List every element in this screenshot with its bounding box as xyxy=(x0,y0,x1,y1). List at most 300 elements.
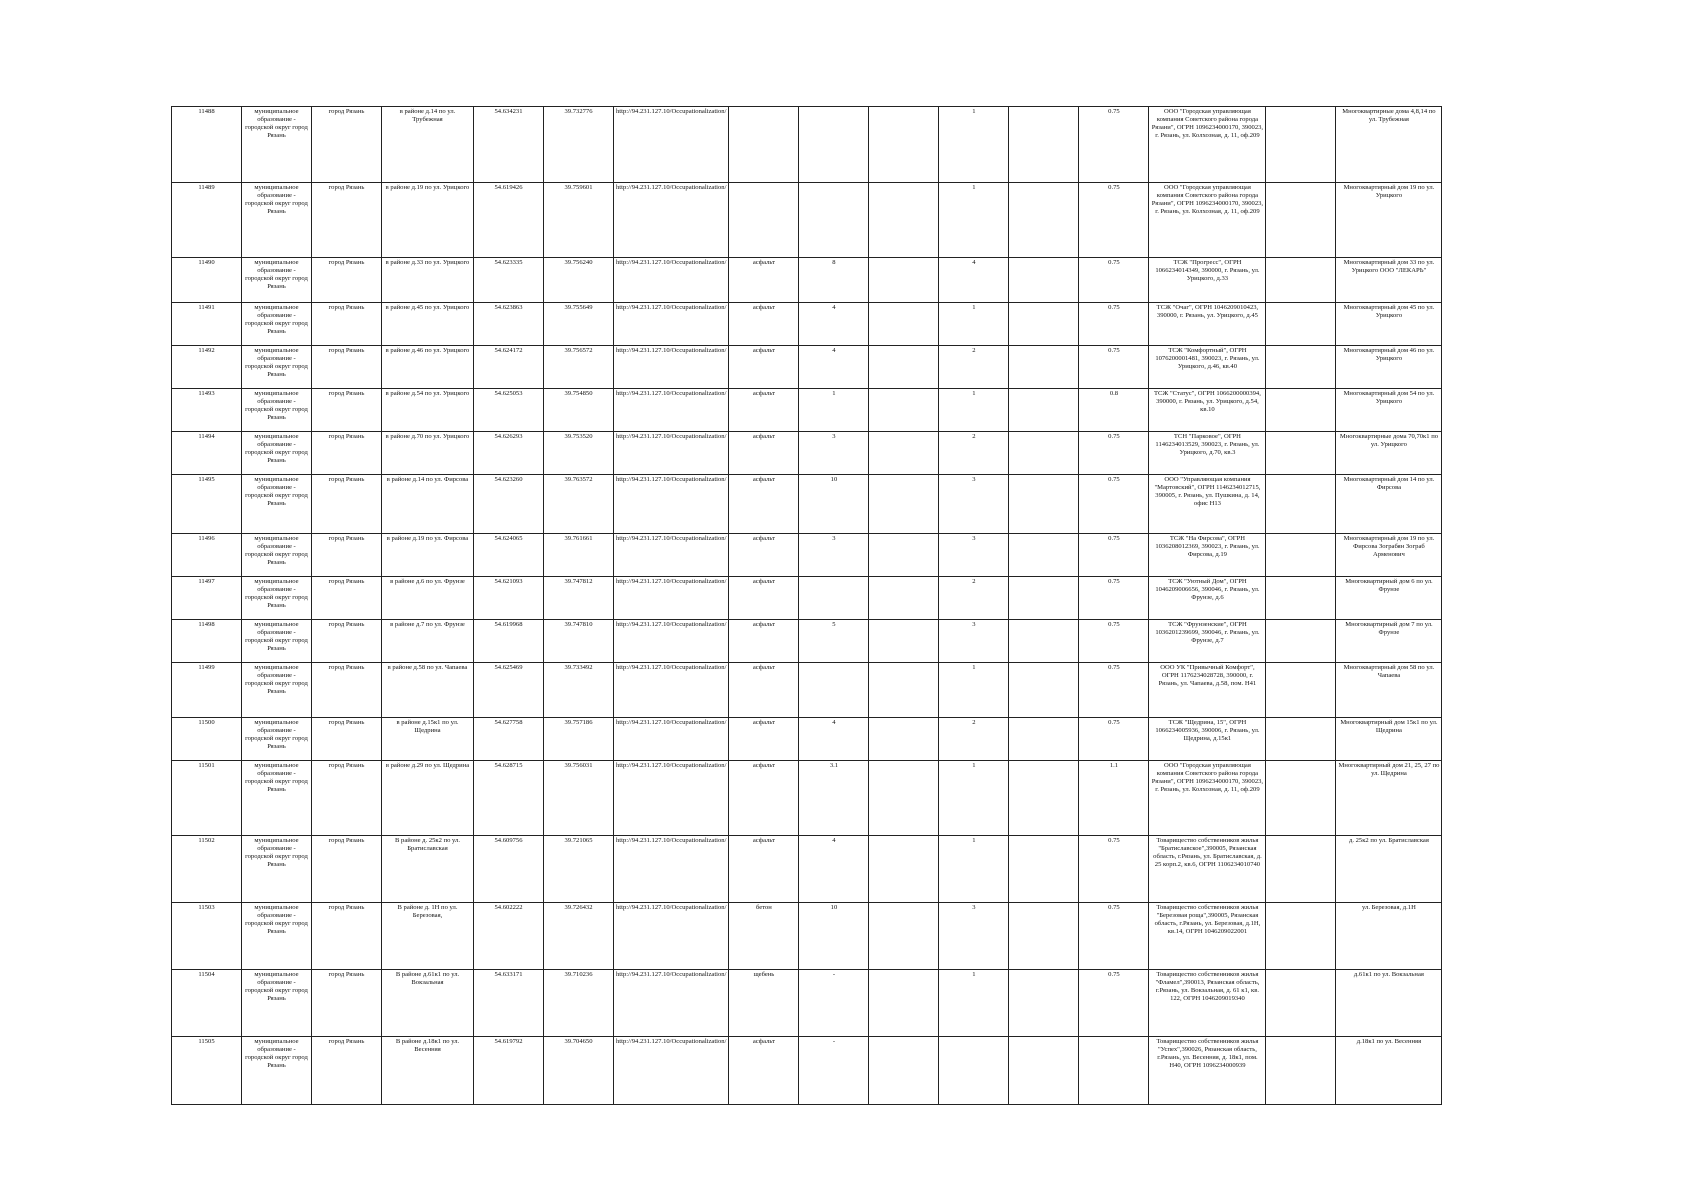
cell-link[interactable]: http://94.231.127.10/Occupationalization/ xyxy=(614,620,729,663)
cell-empty xyxy=(869,577,939,620)
cell-surface: щебень xyxy=(729,970,799,1037)
cell-owner: ТСЖ "На Фирсова", ОГРН 1036208012369, 390023, г. Рязань, ул. Фирсова, д.19 xyxy=(1149,534,1266,577)
cell-container-count: 1 xyxy=(939,389,1009,432)
cell-empty xyxy=(1266,836,1336,903)
cell-surface xyxy=(729,107,799,183)
cell-surface: асфальт xyxy=(729,389,799,432)
cell-empty xyxy=(1266,663,1336,718)
cell-surface: асфальт xyxy=(729,577,799,620)
cell-container-count: 3 xyxy=(939,475,1009,534)
cell-municipality: муниципальное образование - городской округ город Рязань xyxy=(242,534,312,577)
cell-longitude: 39.747812 xyxy=(544,577,614,620)
cell-empty xyxy=(869,432,939,475)
cell-source: Многоквартирный дом 21, 25, 27 по ул. Щедрина xyxy=(1336,761,1442,836)
cell-empty xyxy=(1009,620,1079,663)
cell-source: Многоквартирный дом 46 по ул. Урицкого xyxy=(1336,346,1442,389)
cell-source: Многоквартирный дом 58 по ул. Чапаева xyxy=(1336,663,1442,718)
cell-number: 11497 xyxy=(172,577,242,620)
cell-empty xyxy=(1009,970,1079,1037)
cell-number: 11489 xyxy=(172,183,242,258)
cell-empty xyxy=(869,761,939,836)
cell-empty xyxy=(1266,183,1336,258)
cell-surface: асфальт xyxy=(729,258,799,303)
cell-source: Многоквартирные дома 70,70к1 по ул. Урицкого xyxy=(1336,432,1442,475)
cell-empty xyxy=(869,836,939,903)
cell-number: 11503 xyxy=(172,903,242,970)
cell-link[interactable]: http://94.231.127.10/Occupationalization/ xyxy=(614,303,729,346)
table-row xyxy=(172,534,1442,577)
cell-source: д.61к1 по ул. Вокзальная xyxy=(1336,970,1442,1037)
cell-volume: 0.75 xyxy=(1079,577,1149,620)
cell-owner: ТСЖ "Прогресс", ОГРН 1066234014349, 390000, г. Рязань, ул. Урицкого, д.33 xyxy=(1149,258,1266,303)
cell-surface: асфальт xyxy=(729,432,799,475)
cell-municipality: муниципальное образование - городской округ город Рязань xyxy=(242,475,312,534)
cell-empty xyxy=(1266,346,1336,389)
cell-empty xyxy=(1266,107,1336,183)
cell-empty xyxy=(869,183,939,258)
cell-container-count: 2 xyxy=(939,432,1009,475)
cell-surface: асфальт xyxy=(729,761,799,836)
cell-empty xyxy=(1266,620,1336,663)
cell-area: - xyxy=(799,970,869,1037)
cell-link[interactable]: http://94.231.127.10/Occupationalization/ xyxy=(614,761,729,836)
cell-volume: 0.75 xyxy=(1079,183,1149,258)
cell-latitude: 54.623863 xyxy=(474,303,544,346)
cell-longitude: 39.747810 xyxy=(544,620,614,663)
cell-empty xyxy=(1009,432,1079,475)
cell-container-count: 3 xyxy=(939,620,1009,663)
cell-surface: асфальт xyxy=(729,663,799,718)
table-row xyxy=(172,258,1442,303)
cell-empty xyxy=(1266,903,1336,970)
cell-empty xyxy=(1009,346,1079,389)
cell-city: город Рязань xyxy=(312,303,382,346)
cell-city: город Рязань xyxy=(312,183,382,258)
cell-municipality: муниципальное образование - городской округ город Рязань xyxy=(242,620,312,663)
cell-empty xyxy=(1266,258,1336,303)
cell-longitude: 39.763572 xyxy=(544,475,614,534)
cell-owner: ООО "Городская управляющая компания Советского района города Рязани", ОГРН 1096234000170, 390023, г. Рязань, ул. Колхозная, д. 11, оф.209 xyxy=(1149,761,1266,836)
cell-address: в районе д.15к1 по ул. Щедрина xyxy=(382,718,474,761)
cell-link[interactable]: http://94.231.127.10/Occupationalization/ xyxy=(614,107,729,183)
cell-empty xyxy=(1266,1037,1336,1105)
cell-empty xyxy=(869,389,939,432)
cell-area: 3.1 xyxy=(799,761,869,836)
cell-latitude: 54.634231 xyxy=(474,107,544,183)
table-row xyxy=(172,761,1442,836)
cell-area: 10 xyxy=(799,903,869,970)
cell-volume xyxy=(1079,1037,1149,1105)
cell-area: 8 xyxy=(799,258,869,303)
cell-area: 5 xyxy=(799,620,869,663)
cell-link[interactable]: http://94.231.127.10/Occupationalization/ xyxy=(614,970,729,1037)
cell-link[interactable]: http://94.231.127.10/Occupationalization/ xyxy=(614,1037,729,1105)
cell-container-count: 1 xyxy=(939,663,1009,718)
cell-owner: ТСЖ "Очаг", ОГРН 1046209010423, 390000, г. Рязань, ул. Урицкого, д.45 xyxy=(1149,303,1266,346)
cell-owner: ТСЖ "Фрунзенские", ОГРН 1036201239699, 390046, г. Рязань, ул. Фрунзе, д.7 xyxy=(1149,620,1266,663)
cell-empty xyxy=(1266,970,1336,1037)
cell-empty xyxy=(1009,903,1079,970)
cell-longitude: 39.710236 xyxy=(544,970,614,1037)
cell-volume: 0.75 xyxy=(1079,107,1149,183)
cell-empty xyxy=(1266,303,1336,346)
cell-volume: 0.75 xyxy=(1079,718,1149,761)
cell-latitude: 54.621093 xyxy=(474,577,544,620)
cell-municipality: муниципальное образование - городской округ город Рязань xyxy=(242,303,312,346)
cell-surface: асфальт xyxy=(729,475,799,534)
cell-number: 11500 xyxy=(172,718,242,761)
cell-link[interactable]: http://94.231.127.10/Occupationalization/ xyxy=(614,577,729,620)
cell-address: В районе д. 1Н по ул. Березовая, xyxy=(382,903,474,970)
cell-municipality: муниципальное образование - городской округ город Рязань xyxy=(242,761,312,836)
cell-city: город Рязань xyxy=(312,761,382,836)
cell-longitude: 39.756572 xyxy=(544,346,614,389)
table-row xyxy=(172,432,1442,475)
cell-empty xyxy=(1009,534,1079,577)
cell-surface: асфальт xyxy=(729,303,799,346)
cell-municipality: муниципальное образование - городской округ город Рязань xyxy=(242,970,312,1037)
cell-link[interactable]: http://94.231.127.10/Occupationalization/ xyxy=(614,903,729,970)
cell-link[interactable]: http://94.231.127.10/Occupationalization/ xyxy=(614,475,729,534)
cell-link[interactable]: http://94.231.127.10/Occupationalization/ xyxy=(614,534,729,577)
cell-link[interactable]: http://94.231.127.10/Occupationalization/ xyxy=(614,258,729,303)
cell-longitude: 39.721065 xyxy=(544,836,614,903)
cell-city: город Рязань xyxy=(312,475,382,534)
cell-empty xyxy=(1266,718,1336,761)
cell-empty xyxy=(1266,761,1336,836)
cell-container-count: 3 xyxy=(939,903,1009,970)
cell-empty xyxy=(1009,258,1079,303)
cell-container-count: 1 xyxy=(939,107,1009,183)
cell-owner: Товарищество собственников жилья "Фламел",390013, Рязанская область, г.Рязань, ул. Вокзальная, д. 61 к1, кв. 122, ОГРН 1046209019340 xyxy=(1149,970,1266,1037)
cell-number: 11491 xyxy=(172,303,242,346)
cell-source: Многоквартирный дом 6 по ул. Фрунзе xyxy=(1336,577,1442,620)
cell-area: 4 xyxy=(799,718,869,761)
cell-longitude: 39.754850 xyxy=(544,389,614,432)
cell-city: город Рязань xyxy=(312,836,382,903)
cell-latitude: 54.625053 xyxy=(474,389,544,432)
cell-address: в районе д.14 по ул. Трубежная xyxy=(382,107,474,183)
cell-owner: ТСЖ "Комфортный", ОГРН 1076200001481, 390023, г. Рязань, ул. Урицкого, д.46, кв.40 xyxy=(1149,346,1266,389)
cell-area: 3 xyxy=(799,432,869,475)
cell-container-count: 2 xyxy=(939,346,1009,389)
cell-container-count: 1 xyxy=(939,183,1009,258)
cell-empty xyxy=(1266,534,1336,577)
cell-empty xyxy=(1009,836,1079,903)
table-row xyxy=(172,389,1442,432)
cell-empty xyxy=(1009,107,1079,183)
cell-longitude: 39.756031 xyxy=(544,761,614,836)
cell-link[interactable]: http://94.231.127.10/Occupationalization/ xyxy=(614,718,729,761)
cell-city: город Рязань xyxy=(312,1037,382,1105)
cell-longitude: 39.753520 xyxy=(544,432,614,475)
cell-source: Многоквартирный дом 54 по ул. Урицкого xyxy=(1336,389,1442,432)
cell-area: 3 xyxy=(799,534,869,577)
cell-empty xyxy=(1009,663,1079,718)
cell-municipality: муниципальное образование - городской округ город Рязань xyxy=(242,903,312,970)
cell-empty xyxy=(1009,718,1079,761)
cell-empty xyxy=(1009,577,1079,620)
cell-number: 11505 xyxy=(172,1037,242,1105)
cell-source: д.18к1 по ул. Весенняя xyxy=(1336,1037,1442,1105)
cell-latitude: 54.626293 xyxy=(474,432,544,475)
cell-longitude: 39.726432 xyxy=(544,903,614,970)
cell-volume: 0.75 xyxy=(1079,903,1149,970)
cell-container-count: 1 xyxy=(939,970,1009,1037)
cell-number: 11492 xyxy=(172,346,242,389)
cell-number: 11496 xyxy=(172,534,242,577)
cell-surface: асфальт xyxy=(729,1037,799,1105)
cell-number: 11504 xyxy=(172,970,242,1037)
cell-container-count: 3 xyxy=(939,534,1009,577)
cell-owner: ООО "Городская управляющая компания Советского района города Рязани", ОГРН 1096234000170, 390023, г. Рязань, ул. Колхозная, д. 11, оф.209 xyxy=(1149,107,1266,183)
cell-empty xyxy=(1009,475,1079,534)
cell-surface: асфальт xyxy=(729,836,799,903)
cell-empty xyxy=(869,1037,939,1105)
cell-address: в районе д.19 по ул. Урицкого xyxy=(382,183,474,258)
cell-city: город Рязань xyxy=(312,107,382,183)
cell-city: город Рязань xyxy=(312,903,382,970)
cell-latitude: 54.633171 xyxy=(474,970,544,1037)
cell-latitude: 54.609756 xyxy=(474,836,544,903)
cell-empty xyxy=(1266,389,1336,432)
cell-area xyxy=(799,183,869,258)
cell-municipality: муниципальное образование - городской округ город Рязань xyxy=(242,389,312,432)
cell-city: город Рязань xyxy=(312,346,382,389)
cell-area xyxy=(799,107,869,183)
cell-container-count xyxy=(939,1037,1009,1105)
cell-volume: 0.75 xyxy=(1079,836,1149,903)
cell-address: В районе д. 25к2 по ул. Братиславская xyxy=(382,836,474,903)
cell-municipality: муниципальное образование - городской округ город Рязань xyxy=(242,577,312,620)
cell-owner: ООО УК "Привычный Комфорт", ОГРН 1176234028728, 390000, г. Рязань, ул. Чапаева, д.58, пом. Н41 xyxy=(1149,663,1266,718)
cell-owner: ТСЖ "Щедрина, 15", ОГРН 1066234005936, 390006, г. Рязань, ул. Щедрина, д.15к1 xyxy=(1149,718,1266,761)
cell-number: 11494 xyxy=(172,432,242,475)
cell-owner: Товарищество собственников жилья "Успех",390026, Рязанская область, г.Рязань, ул. Весенняя, д. 18к1, пом. Н40, ОГРН 1096234000939 xyxy=(1149,1037,1266,1105)
cell-surface: асфальт xyxy=(729,534,799,577)
cell-area: 4 xyxy=(799,346,869,389)
cell-area: - xyxy=(799,1037,869,1105)
cell-source: Многоквартирный дом 7 по ул. Фрунзе xyxy=(1336,620,1442,663)
cell-longitude: 39.704650 xyxy=(544,1037,614,1105)
cell-latitude: 54.628715 xyxy=(474,761,544,836)
cell-surface: асфальт xyxy=(729,718,799,761)
cell-container-count: 1 xyxy=(939,761,1009,836)
table-row xyxy=(172,836,1442,903)
cell-surface: асфальт xyxy=(729,346,799,389)
cell-latitude: 54.619426 xyxy=(474,183,544,258)
cell-longitude: 39.755649 xyxy=(544,303,614,346)
cell-volume: 0.75 xyxy=(1079,475,1149,534)
cell-municipality: муниципальное образование - городской округ город Рязань xyxy=(242,258,312,303)
cell-empty xyxy=(1009,183,1079,258)
cell-city: город Рязань xyxy=(312,258,382,303)
cell-owner: Товарищество собственников жилья "Березовая роща",390005, Рязанская область, г.Рязань, ул. Березовая, д.1Н, кв.14, ОГРН 1046209022001 xyxy=(1149,903,1266,970)
cell-address: в районе д.70 по ул. Урицкого xyxy=(382,432,474,475)
cell-address: в районе д.14 по ул. Фирсова xyxy=(382,475,474,534)
table-row xyxy=(172,903,1442,970)
cell-volume: 0.75 xyxy=(1079,346,1149,389)
cell-volume: 0.75 xyxy=(1079,432,1149,475)
cell-area xyxy=(799,663,869,718)
cell-empty xyxy=(869,718,939,761)
cell-longitude: 39.756240 xyxy=(544,258,614,303)
cell-owner: ТСЖ "Статус", ОГРН 1066200000394, 390000, г. Рязань, ул. Урицкого, д.54, кв.10 xyxy=(1149,389,1266,432)
cell-empty xyxy=(869,903,939,970)
cell-number: 11499 xyxy=(172,663,242,718)
cell-link[interactable]: http://94.231.127.10/Occupationalization/ xyxy=(614,432,729,475)
cell-source: Многоквартирный дом 19 по ул. Урицкого xyxy=(1336,183,1442,258)
cell-address: в районе д.33 по ул. Урицкого xyxy=(382,258,474,303)
cell-longitude: 39.761661 xyxy=(544,534,614,577)
cell-address: в районе д.58 по ул. Чапаева xyxy=(382,663,474,718)
table-row xyxy=(172,718,1442,761)
cell-container-count: 1 xyxy=(939,303,1009,346)
cell-address: в районе д.29 по ул. Щедрина xyxy=(382,761,474,836)
cell-address: в районе д.19 по ул. Фирсова xyxy=(382,534,474,577)
cell-source: д. 25к2 по ул. Братиславская xyxy=(1336,836,1442,903)
cell-number: 11488 xyxy=(172,107,242,183)
cell-number: 11501 xyxy=(172,761,242,836)
table-row xyxy=(172,183,1442,258)
table-row xyxy=(172,577,1442,620)
cell-volume: 0.75 xyxy=(1079,303,1149,346)
cell-municipality: муниципальное образование - городской округ город Рязань xyxy=(242,346,312,389)
cell-empty xyxy=(869,258,939,303)
cell-latitude: 54.623260 xyxy=(474,475,544,534)
cell-number: 11490 xyxy=(172,258,242,303)
cell-area xyxy=(799,577,869,620)
cell-surface xyxy=(729,183,799,258)
cell-source: Многоквартирный дом 19 по ул. Фирсова Зограбян Зограб Арменович xyxy=(1336,534,1442,577)
cell-empty xyxy=(869,346,939,389)
cell-area: 10 xyxy=(799,475,869,534)
cell-municipality: муниципальное образование - городской округ город Рязань xyxy=(242,718,312,761)
cell-container-count: 2 xyxy=(939,718,1009,761)
cell-source: Многоквартирный дом 33 по ул. Урицкого ООО "ЛЕКАРЬ" xyxy=(1336,258,1442,303)
cell-volume: 0.75 xyxy=(1079,970,1149,1037)
cell-volume: 0.75 xyxy=(1079,663,1149,718)
cell-source: Многоквартирный дом 45 по ул. Урицкого xyxy=(1336,303,1442,346)
cell-empty xyxy=(869,534,939,577)
cell-city: город Рязань xyxy=(312,970,382,1037)
cell-owner: ТСН "Парковое", ОГРН 1146234013529, 390023, г. Рязань, ул. Урицкого, д.70, кв.3 xyxy=(1149,432,1266,475)
table-row xyxy=(172,475,1442,534)
cell-source: Многоквартирные дома 4,8,14 по ул. Трубежная xyxy=(1336,107,1442,183)
cell-surface: асфальт xyxy=(729,620,799,663)
cell-link[interactable]: http://94.231.127.10/Occupationalization/ xyxy=(614,183,729,258)
cell-city: город Рязань xyxy=(312,620,382,663)
cell-volume: 0.75 xyxy=(1079,258,1149,303)
cell-city: город Рязань xyxy=(312,534,382,577)
cell-number: 11502 xyxy=(172,836,242,903)
cell-owner: Товарищество собственников жилья "Братиславское",390005, Рязанская область, г.Рязань, ул. Братиславская, д. 25 корп.2, кв.6, ОГРН 1106234010740 xyxy=(1149,836,1266,903)
cell-link[interactable]: http://94.231.127.10/Occupationalization/ xyxy=(614,346,729,389)
cell-empty xyxy=(869,663,939,718)
cell-link[interactable]: http://94.231.127.10/Occupationalization/ xyxy=(614,836,729,903)
cell-address: В районе д.61к1 по ул. Вокзальная xyxy=(382,970,474,1037)
cell-empty xyxy=(869,620,939,663)
registry-table xyxy=(171,106,1442,1105)
cell-longitude: 39.733492 xyxy=(544,663,614,718)
cell-municipality: муниципальное образование - городской округ город Рязань xyxy=(242,1037,312,1105)
cell-empty xyxy=(869,107,939,183)
cell-number: 11493 xyxy=(172,389,242,432)
cell-source: Многоквартирный дом 14 по ул. Фирсова xyxy=(1336,475,1442,534)
table-row xyxy=(172,346,1442,389)
cell-number: 11495 xyxy=(172,475,242,534)
cell-municipality: муниципальное образование - городской округ город Рязань xyxy=(242,663,312,718)
cell-empty xyxy=(1009,1037,1079,1105)
cell-volume: 1.1 xyxy=(1079,761,1149,836)
cell-latitude: 54.619792 xyxy=(474,1037,544,1105)
cell-city: город Рязань xyxy=(312,389,382,432)
cell-empty xyxy=(1009,303,1079,346)
cell-latitude: 54.624065 xyxy=(474,534,544,577)
table-row xyxy=(172,663,1442,718)
cell-city: город Рязань xyxy=(312,663,382,718)
cell-volume: 0.75 xyxy=(1079,620,1149,663)
cell-address: в районе д.6 по ул. Фрунзе xyxy=(382,577,474,620)
cell-number: 11498 xyxy=(172,620,242,663)
cell-municipality: муниципальное образование - городской округ город Рязань xyxy=(242,432,312,475)
cell-container-count: 1 xyxy=(939,836,1009,903)
cell-address: в районе д.7 по ул. Фрунзе xyxy=(382,620,474,663)
table-row xyxy=(172,107,1442,183)
cell-longitude: 39.732776 xyxy=(544,107,614,183)
cell-area: 4 xyxy=(799,303,869,346)
cell-address: в районе д.45 по ул. Урицкого xyxy=(382,303,474,346)
cell-owner: ТСЖ "Уютный Дом", ОГРН 1046209006656, 390046, г. Рязань, ул. Фрунзе, д.6 xyxy=(1149,577,1266,620)
cell-longitude: 39.759601 xyxy=(544,183,614,258)
cell-link[interactable]: http://94.231.127.10/Occupationalization/ xyxy=(614,389,729,432)
cell-source: Многоквартирный дом 15к1 по ул. Щедрина xyxy=(1336,718,1442,761)
table-row xyxy=(172,303,1442,346)
cell-surface: бетон xyxy=(729,903,799,970)
cell-latitude: 54.623335 xyxy=(474,258,544,303)
cell-empty xyxy=(1266,475,1336,534)
table-row xyxy=(172,620,1442,663)
cell-empty xyxy=(1266,577,1336,620)
cell-address: В районе д.18к1 по ул. Весенняя xyxy=(382,1037,474,1105)
cell-link[interactable]: http://94.231.127.10/Occupationalization/ xyxy=(614,663,729,718)
cell-latitude: 54.624172 xyxy=(474,346,544,389)
cell-volume: 0.75 xyxy=(1079,534,1149,577)
cell-latitude: 54.627758 xyxy=(474,718,544,761)
cell-empty xyxy=(1009,761,1079,836)
cell-city: город Рязань xyxy=(312,577,382,620)
cell-area: 1 xyxy=(799,389,869,432)
cell-address: в районе д.46 по ул. Урицкого xyxy=(382,346,474,389)
cell-city: город Рязань xyxy=(312,432,382,475)
cell-owner: ООО "Управляющая компания "Мартовский", ОГРН 1146234012715, 390005, г. Рязань, ул. Пушкина, д. 14, офис Н13 xyxy=(1149,475,1266,534)
cell-city: город Рязань xyxy=(312,718,382,761)
cell-empty xyxy=(869,970,939,1037)
table-body xyxy=(172,107,1442,1105)
cell-empty xyxy=(869,303,939,346)
cell-municipality: муниципальное образование - городской округ город Рязань xyxy=(242,836,312,903)
cell-latitude: 54.625469 xyxy=(474,663,544,718)
cell-longitude: 39.757186 xyxy=(544,718,614,761)
cell-empty xyxy=(1009,389,1079,432)
cell-address: в районе д.54 по ул. Урицкого xyxy=(382,389,474,432)
cell-empty xyxy=(869,475,939,534)
table-row xyxy=(172,1037,1442,1105)
cell-source: ул. Березовая, д.1Н xyxy=(1336,903,1442,970)
cell-container-count: 4 xyxy=(939,258,1009,303)
cell-municipality: муниципальное образование - городской округ город Рязань xyxy=(242,107,312,183)
cell-empty xyxy=(1266,432,1336,475)
